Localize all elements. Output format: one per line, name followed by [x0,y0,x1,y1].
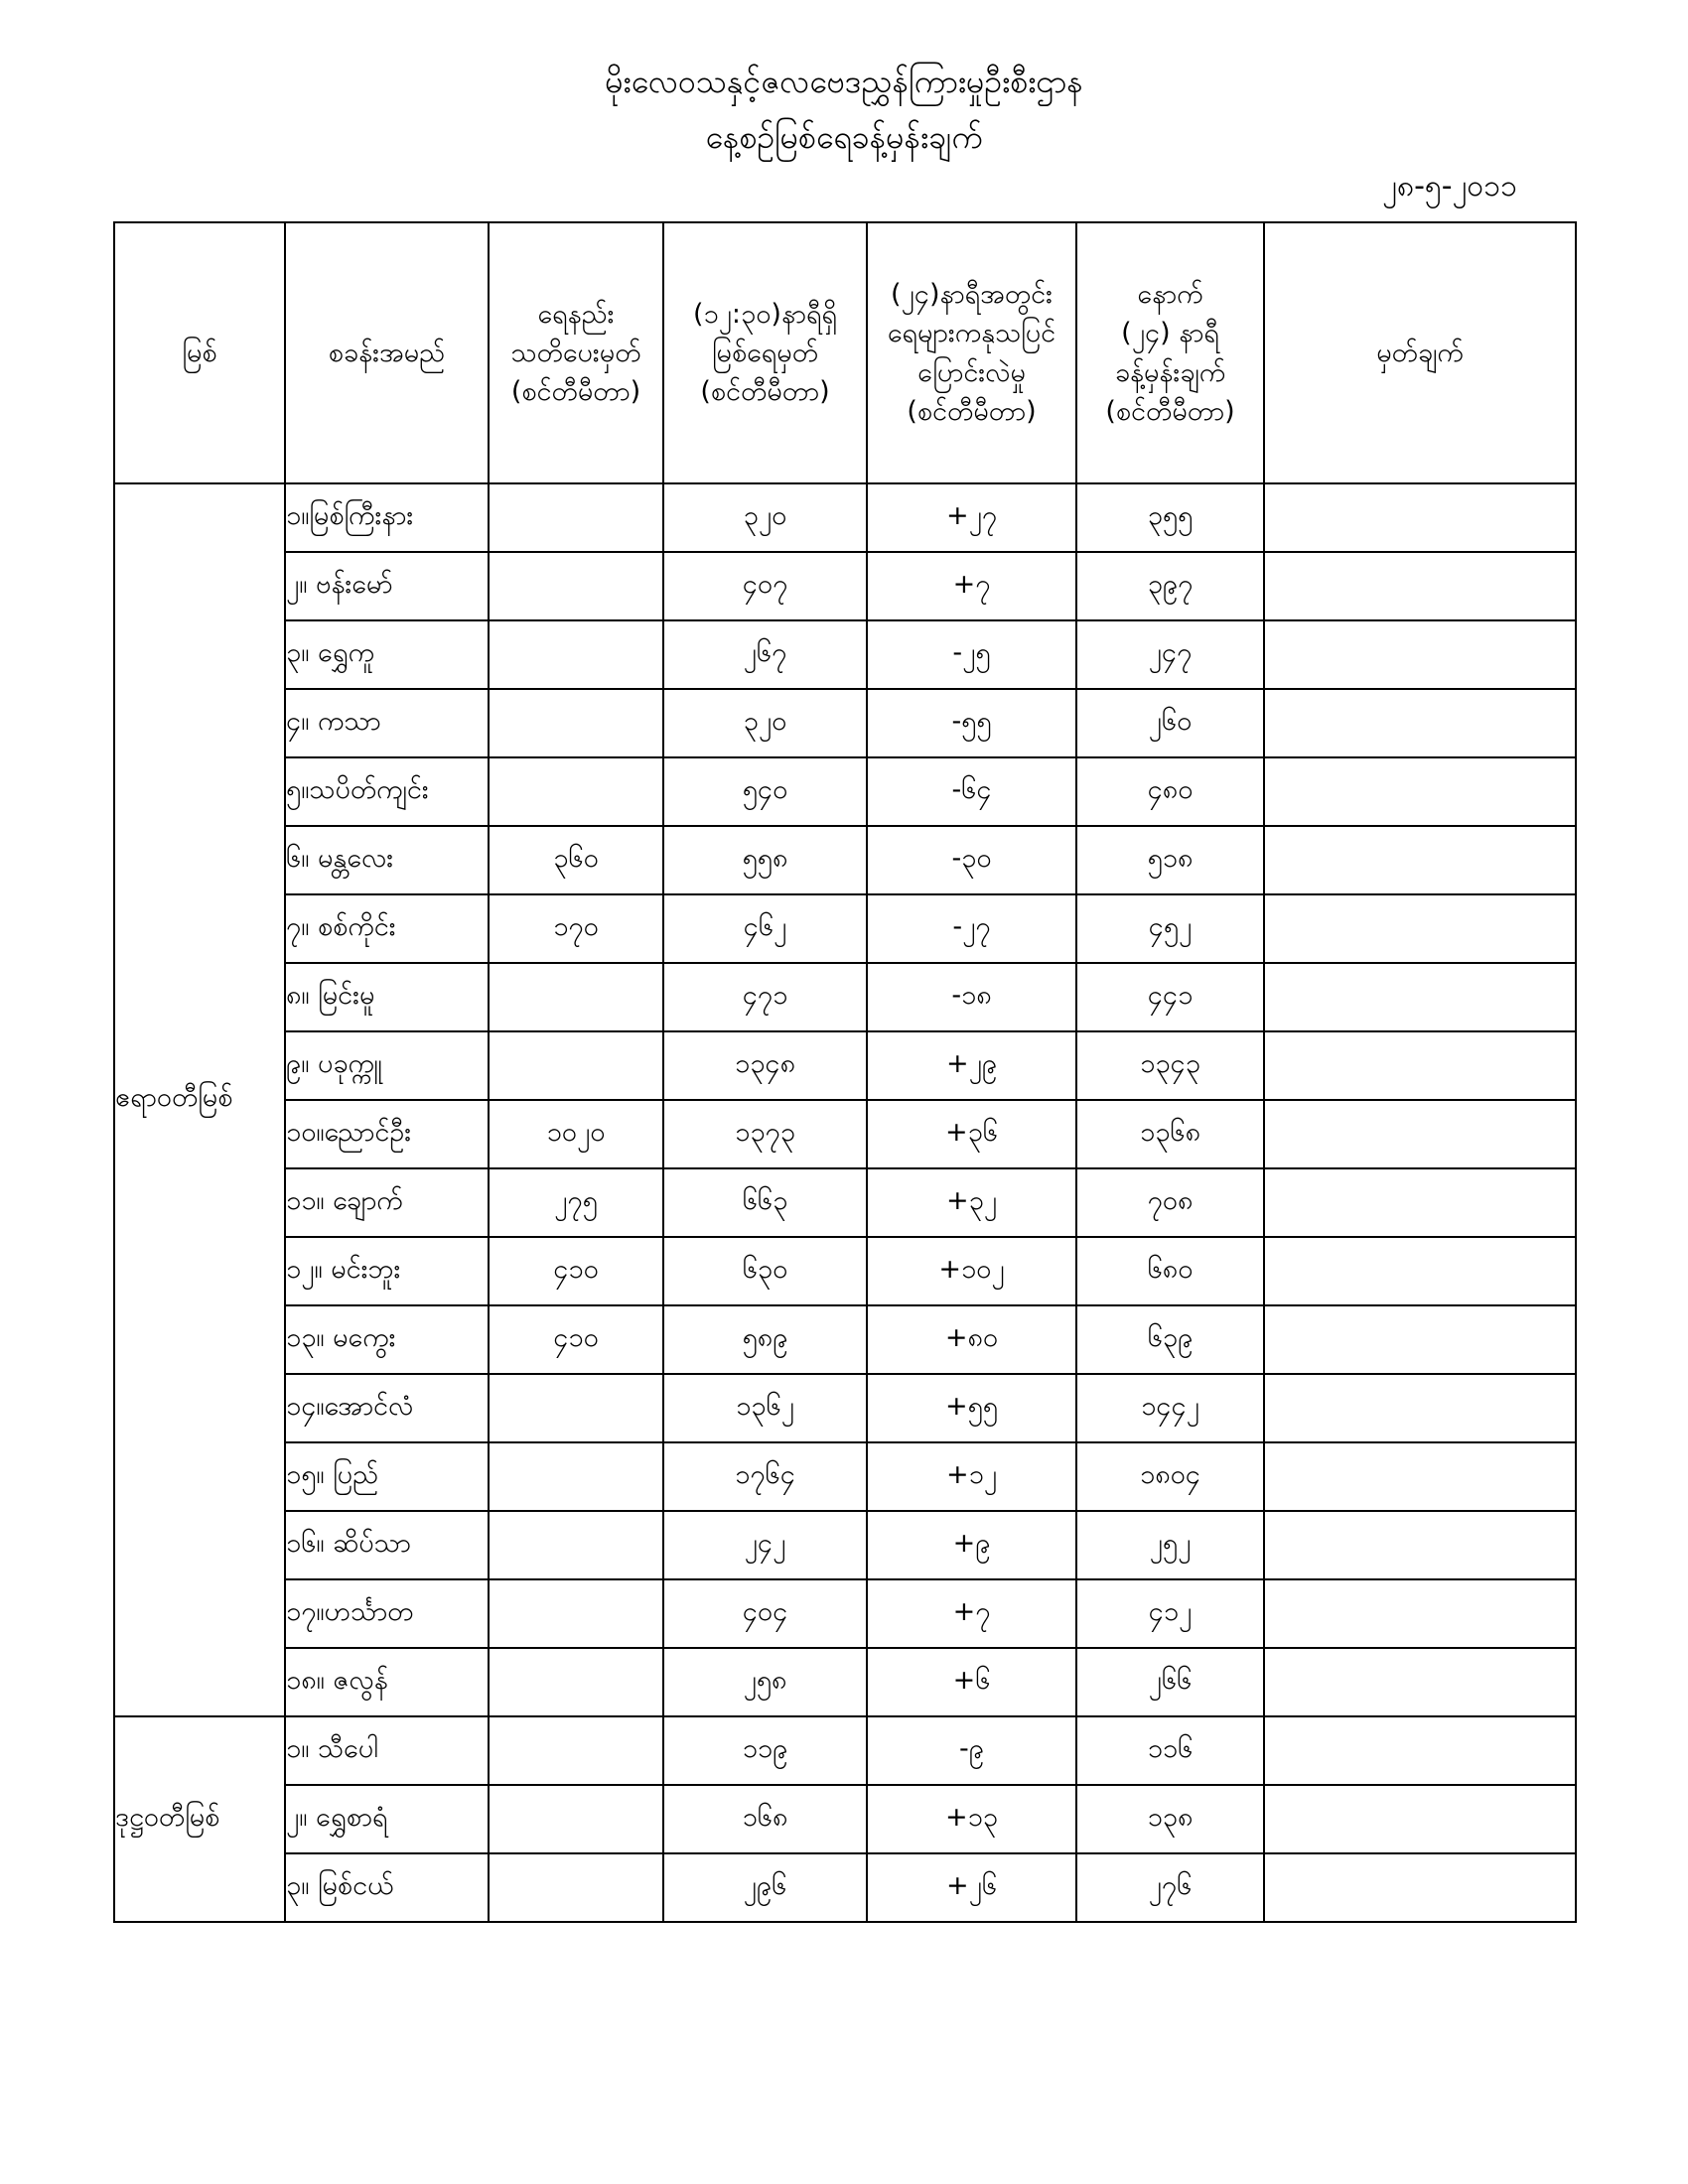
water-level-cell: ၃၂၀ [663,689,867,757]
table-row [114,1237,1576,1305]
header-row [114,222,1576,483]
danger-level-cell [489,1853,663,1922]
remark-cell [1264,1442,1576,1511]
table-header [114,222,1576,483]
station-name-cell: ၁၃။ မကွေး [285,1305,489,1374]
station-name-cell: ၈။ မြင်းမူ [285,963,489,1031]
water-level-cell: ၁၇၆၄ [663,1442,867,1511]
water-level-cell: ၁၁၉ [663,1716,867,1785]
change-cell: -၅၅ [867,689,1076,757]
change-cell: -၂၇ [867,894,1076,963]
table-row [114,1031,1576,1100]
change-cell: +၅၅ [867,1374,1076,1442]
water-level-cell: ၃၂၀ [663,483,867,552]
forecast-cell: ၄၄၁ [1076,963,1264,1031]
table-row [114,1442,1576,1511]
table-row [114,894,1576,963]
forecast-cell: ၄၅၂ [1076,894,1264,963]
station-name-cell: ၄။ ကသာ [285,689,489,757]
water-level-cell: ၁၃၄၈ [663,1031,867,1100]
change-cell: -၉ [867,1716,1076,1785]
water-level-cell: ၄၇၁ [663,963,867,1031]
remark-cell [1264,689,1576,757]
col-header-forecast [1076,222,1264,483]
forecast-cell: ၂၇၆ [1076,1853,1264,1922]
remark-cell [1264,1648,1576,1716]
report-date: ၂၈-၅-၂၀၁၁ [1382,169,1517,204]
station-name-cell: ၇။ စစ်ကိုင်း [285,894,489,963]
danger-level-cell [489,757,663,826]
change-cell: +၈၀ [867,1305,1076,1374]
danger-level-cell [489,1374,663,1442]
table-body [114,483,1576,1922]
water-level-cell: ၅၈၉ [663,1305,867,1374]
header-line: မြစ်ရေမှတ် [711,337,819,368]
header-line: ရေနည်း [537,298,615,330]
page-subtitle: နေ့စဉ်မြစ်ရေခန့်မှန်းချက် [705,118,983,156]
header-line: (၂၄) နာရီ [1121,318,1219,349]
station-name-cell: ၁၀။ညောင်ဦး [285,1100,489,1168]
station-name-cell: ၉။ ပခုက္ကူ [285,1031,489,1100]
change-cell: +၂၉ [867,1031,1076,1100]
remark-cell [1264,1785,1576,1853]
change-cell: +၁၀၂ [867,1237,1076,1305]
station-name-cell: ၆။ မန္တလေး [285,826,489,894]
header-line: (၁၂:၃၀)နာရီရှိ [692,298,838,330]
header-line: ပြောင်းလဲမှု [917,356,1026,388]
forecast-cell: ၇၀၈ [1076,1168,1264,1237]
forecast-cell: ၂၆၀ [1076,689,1264,757]
forecast-cell: ၁၃၆၈ [1076,1100,1264,1168]
forecast-cell: ၁၄၄၂ [1076,1374,1264,1442]
water-level-cell: ၁၆၈ [663,1785,867,1853]
remark-cell [1264,826,1576,894]
col-header-river [114,222,285,483]
water-level-cell: ၂၅၈ [663,1648,867,1716]
header-line: (စင်တီမီတာ) [1105,395,1235,427]
table-row [114,1648,1576,1716]
forecast-cell: ၁၃၈ [1076,1785,1264,1853]
header-line: (စင်တီမီတာ) [510,376,641,408]
station-name-cell: ၂။ ဗန်းမော် [285,552,489,620]
danger-level-cell [489,1579,663,1648]
remark-cell [1264,963,1576,1031]
station-name-cell: ၃။ မြစ်ငယ် [285,1853,489,1922]
danger-level-cell: ၂၇၅ [489,1168,663,1237]
remark-cell [1264,894,1576,963]
table-row [114,963,1576,1031]
header-line: နောက် [1137,279,1203,311]
change-cell: +၂၆ [867,1853,1076,1922]
remark-cell [1264,1237,1576,1305]
change-cell: -၁၈ [867,963,1076,1031]
station-name-cell: ၁၆။ ဆိပ်သာ [285,1511,489,1579]
station-name-cell: ၁၄။အောင်လံ [285,1374,489,1442]
table-row [114,483,1576,552]
water-level-cell: ၁၃၇၃ [663,1100,867,1168]
header-line: (၂၄)နာရီအတွင်း [890,279,1053,311]
water-level-cell: ၂၉၆ [663,1853,867,1922]
forecast-cell: ၃၉၇ [1076,552,1264,620]
forecast-cell: ၁၃၄၃ [1076,1031,1264,1100]
col-header-24h-change [867,222,1076,483]
change-cell: -၂၅ [867,620,1076,689]
change-cell: -၆၄ [867,757,1076,826]
forecast-cell: ၂၆၆ [1076,1648,1264,1716]
water-level-cell: ၄၆၂ [663,894,867,963]
table-row [114,689,1576,757]
header-line: ခန့်မှန်းချက် [1114,356,1226,388]
danger-level-cell [489,1716,663,1785]
danger-level-cell [489,1031,663,1100]
station-name-cell: ၃။ ရွှေကူ [285,620,489,689]
water-level-cell: ၄၀၄ [663,1579,867,1648]
remark-cell [1264,1374,1576,1442]
change-cell: +၂၇ [867,483,1076,552]
station-name-cell: ၅။သပိတ်ကျင်း [285,757,489,826]
table-row [114,1716,1576,1785]
remark-cell [1264,1305,1576,1374]
remark-cell [1264,757,1576,826]
header-line: မှတ်ချက် [1376,337,1464,368]
remark-cell [1264,1716,1576,1785]
remark-cell [1264,1579,1576,1648]
water-level-cell: ၅၅၈ [663,826,867,894]
station-name-cell: ၂။ ရွှေစာရံ [285,1785,489,1853]
remark-cell [1264,620,1576,689]
station-name-cell: ၁၈။ ဇလွန် [285,1648,489,1716]
header-line: (စင်တီမီတာ) [700,376,830,408]
danger-level-cell [489,1648,663,1716]
water-level-cell: ၂၆၇ [663,620,867,689]
river-name-cell: ဧရာဝတီမြစ် [114,483,285,1716]
water-level-cell: ၂၄၂ [663,1511,867,1579]
forecast-cell: ၂၄၇ [1076,620,1264,689]
forecast-cell: ၄၁၂ [1076,1579,1264,1648]
remark-cell [1264,1100,1576,1168]
change-cell: +၆ [867,1648,1076,1716]
change-cell: +၇ [867,552,1076,620]
river-level-table [113,221,1577,1923]
forecast-cell: ၆၈၀ [1076,1237,1264,1305]
remark-cell [1264,1031,1576,1100]
change-cell: +၃၆ [867,1100,1076,1168]
page-title: မိုးလေဝသနှင့်ဇလဗေဒညွှန်ကြားမှုဦးစီးဌာန [605,63,1083,100]
danger-level-cell [489,552,663,620]
danger-level-cell [489,1785,663,1853]
change-cell: +၃၂ [867,1168,1076,1237]
forecast-cell: ၂၅၂ [1076,1511,1264,1579]
table-row [114,1168,1576,1237]
danger-level-cell [489,1442,663,1511]
table-row [114,757,1576,826]
table-row [114,1853,1576,1922]
forecast-cell: ၃၅၅ [1076,483,1264,552]
table-row [114,1100,1576,1168]
remark-cell [1264,1168,1576,1237]
danger-level-cell [489,620,663,689]
danger-level-cell [489,1511,663,1579]
header-line: ရေများကနုသပြင် [887,318,1056,349]
forecast-cell: ၁၁၆ [1076,1716,1264,1785]
remark-cell [1264,483,1576,552]
danger-level-cell [489,689,663,757]
river-name-cell: ဒုဋ္ဌဝတီမြစ် [114,1716,285,1922]
danger-level-cell [489,483,663,552]
danger-level-cell: ၄၁၀ [489,1237,663,1305]
col-header-station [285,222,489,483]
table-row [114,620,1576,689]
col-header-danger-level [489,222,663,483]
header-line: မြစ် [182,337,217,368]
table-row [114,1374,1576,1442]
water-level-cell: ၄၀၇ [663,552,867,620]
change-cell: +၁၃ [867,1785,1076,1853]
danger-level-cell: ၃၆၀ [489,826,663,894]
station-name-cell: ၁။မြစ်ကြီးနား [285,483,489,552]
station-name-cell: ၁၅။ ပြည် [285,1442,489,1511]
water-level-cell: ၆၆၃ [663,1168,867,1237]
station-name-cell: ၁၇။ဟင်္သာတ [285,1579,489,1648]
forecast-cell: ၆၃၉ [1076,1305,1264,1374]
change-cell: +၇ [867,1579,1076,1648]
station-name-cell: ၁၁။ ချောက် [285,1168,489,1237]
station-name-cell: ၁၂။ မင်းဘူး [285,1237,489,1305]
header-line: သတိပေးမှတ် [510,337,641,368]
change-cell: +၉ [867,1511,1076,1579]
forecast-cell: ၄၈၀ [1076,757,1264,826]
change-cell: -၃၀ [867,826,1076,894]
forecast-cell: ၁၈၀၄ [1076,1442,1264,1511]
danger-level-cell: ၁၇၀ [489,894,663,963]
table-row [114,1785,1576,1853]
danger-level-cell: ၁၀၂၀ [489,1100,663,1168]
forecast-cell: ၅၁၈ [1076,826,1264,894]
table-row [114,1579,1576,1648]
table-row [114,552,1576,620]
header-line: စခန်းအမည် [328,337,446,368]
remark-cell [1264,552,1576,620]
table-row [114,1511,1576,1579]
water-level-cell: ၆၃၀ [663,1237,867,1305]
water-level-cell: ၅၄၀ [663,757,867,826]
col-header-water-level [663,222,867,483]
station-name-cell: ၁။ သီပေါ [285,1716,489,1785]
remark-cell [1264,1511,1576,1579]
danger-level-cell: ၄၁၀ [489,1305,663,1374]
water-level-cell: ၁၃၆၂ [663,1374,867,1442]
table-row [114,826,1576,894]
col-header-remark [1264,222,1576,483]
table-row [114,1305,1576,1374]
header-line: (စင်တီမီတာ) [907,395,1037,427]
remark-cell [1264,1853,1576,1922]
change-cell: +၁၂ [867,1442,1076,1511]
danger-level-cell [489,963,663,1031]
